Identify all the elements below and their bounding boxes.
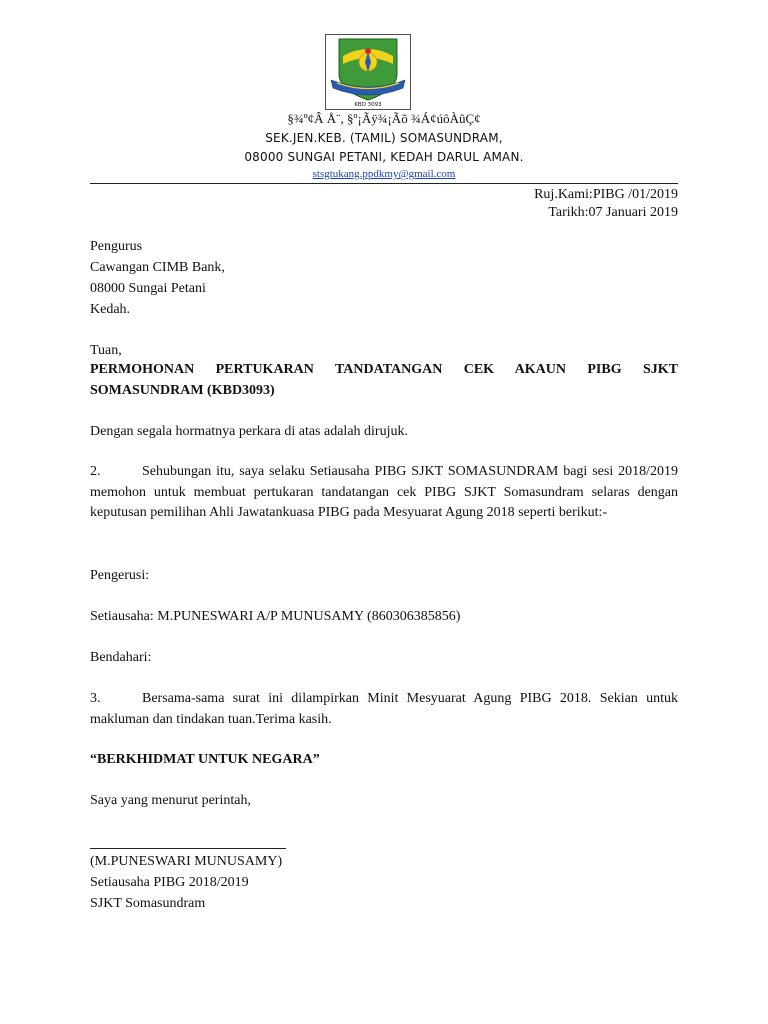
recipient-line-2: Cawangan CIMB Bank,: [90, 260, 225, 275]
recipient-line-3: 08000 Sungai Petani: [90, 281, 206, 296]
officer-setiausaha: Setiausaha: M.PUNESWARI A/P MUNUSAMY (860306385856): [90, 609, 461, 624]
school-email-link[interactable]: stsgtukang.ppdkmy@gmail.com: [312, 168, 456, 180]
recipient-line-4: Kedah.: [90, 302, 131, 317]
school-name-tamil: §¾º¢Â Å¨, §º¡Ãÿ¾¡Ãõ ¾Á¢úôÀûÇ¢: [287, 111, 481, 126]
signatory-organization: SJKT Somasundram: [90, 896, 206, 911]
signature-line: [90, 848, 286, 849]
signatory-name: (M.PUNESWARI MUNUSAMY): [90, 854, 283, 869]
paragraph-2-number: 2.: [90, 464, 101, 479]
paragraph-2: [90, 462, 678, 524]
school-logo-icon: [325, 34, 411, 110]
paragraph-2-text: Sehubungan itu, saya selaku Setiausaha PIBG SJKT SOMASUNDRAM bagi sesi 2018/2019 memohon untuk membuat pertukaran tandatangan cek PIBG SJKT Somasundram selaras dengan keputusan pemilihan Ahli Jawatankuasa PIBG pada Mesyuarat Agung 2018 seperti berikut:-: [90, 464, 678, 520]
school-address: 08000 SUNGAI PETANI, KEDAH DARUL AMAN.: [244, 150, 524, 164]
paragraph-1: Dengan segala hormatnya perkara di atas adalah dirujuk.: [90, 424, 408, 439]
paragraph-3-text: Bersama-sama surat ini dilampirkan Minit Mesyuarat Agung PIBG 2018. Sekian untuk makluman dan tindakan tuan.Terima kasih.: [90, 691, 678, 727]
recipient-line-1: Pengurus: [90, 239, 143, 254]
reference-number: Ruj.Kami:PIBG /01/2019: [534, 187, 678, 202]
letter-subject: PERMOHONAN PERTUKARAN TANDATANGAN CEK AKAUN PIBG SJKT SOMASUNDRAM (KBD3093): [90, 362, 678, 398]
paragraph-3: [90, 689, 678, 730]
salutation: Tuan,: [90, 343, 122, 358]
letterhead-divider: [90, 183, 678, 184]
motto: “BERKHIDMAT UNTUK NEGARA”: [90, 752, 320, 767]
signatory-title: Setiausaha PIBG 2018/2019: [90, 875, 249, 890]
closing-phrase: Saya yang menurut perintah,: [90, 793, 251, 808]
letter-date: Tarikh:07 Januari 2019: [548, 205, 678, 220]
officer-bendahari: Bendahari:: [90, 650, 152, 665]
school-name: SEK.JEN.KEB. (TAMIL) SOMASUNDRAM,: [265, 131, 503, 145]
logo-code-text: KBD 3093: [354, 102, 382, 108]
officer-pengerusi: Pengerusi:: [90, 568, 150, 583]
paragraph-3-number: 3.: [90, 691, 101, 706]
